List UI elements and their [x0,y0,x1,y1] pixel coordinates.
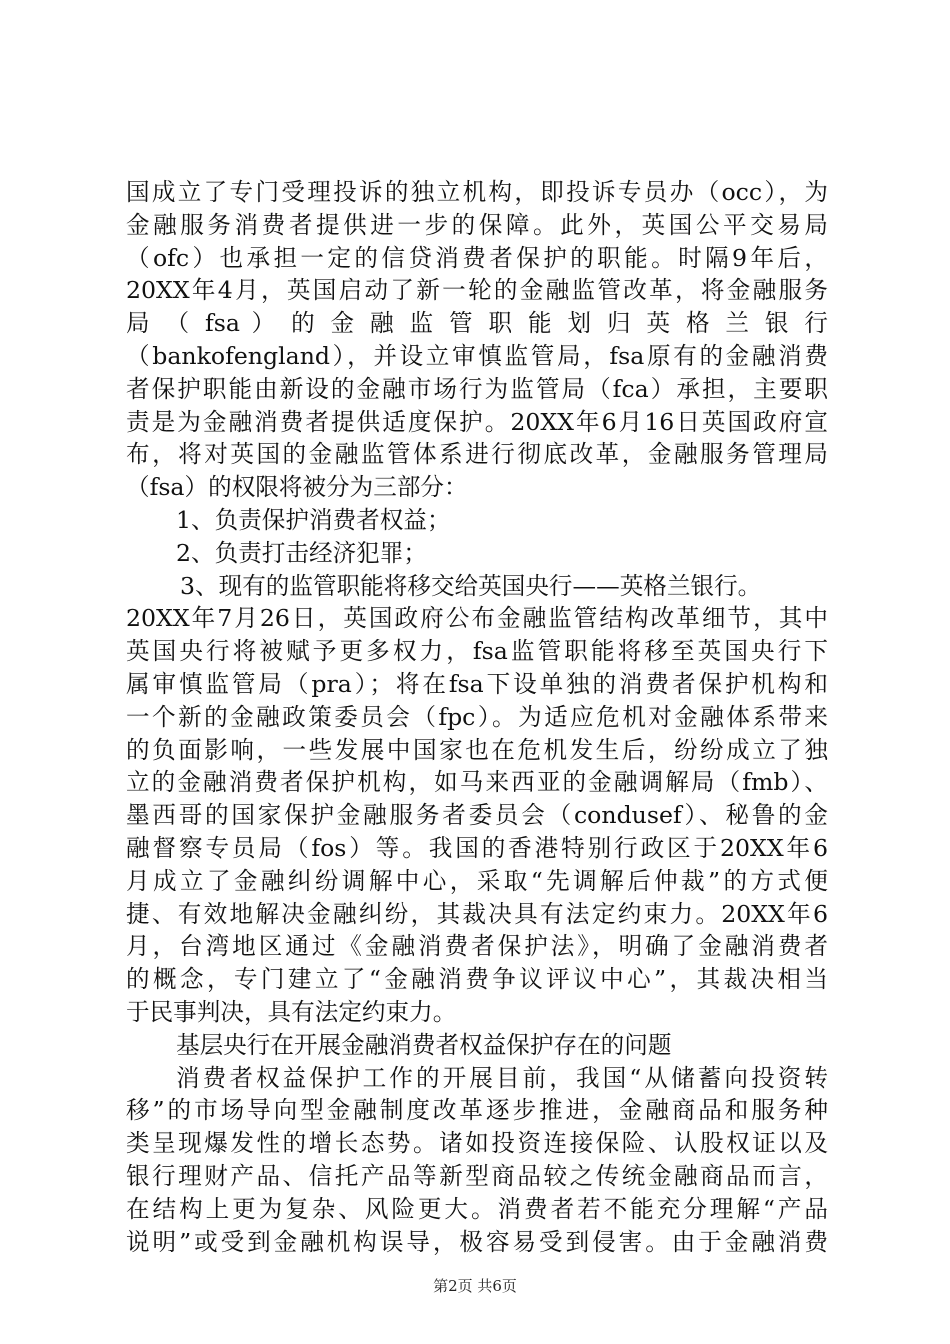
text-line: 月，台湾地区通过《金融消费者保护法》，明确了金融消费者 [126,932,828,961]
text-line: 一个新的金融政策委员会（fpc）。为适应危机对金融体系带来 [126,702,828,731]
text-line: 墨西哥的国家保护金融服务者委员会（condusef）、秘鲁的金 [126,801,828,830]
text-line: 者保护职能由新设的金融市场行为监管局（fca）承担，主要职 [126,374,828,403]
text-line: 类呈现爆发性的增长态势。诸如投资连接保险、认股权证以及 [126,1129,828,1158]
text-line: （fsa）的权限将被分为三部分： [126,473,468,502]
document-body [126,176,828,1258]
text-line: 金融服务消费者提供进一步的保障。此外，英国公平交易局 [126,210,828,239]
text-line: 责是为金融消费者提供适度保护。20XX年6月16日英国政府宣 [126,407,828,436]
section-heading: 基层央行在开展金融消费者权益保护存在的问题 [176,1030,672,1059]
paragraph-start: 消费者权益保护工作的开展目前，我国“从储蓄向投资转 [176,1063,828,1092]
text-line: 局 （ fsa ） 的 金 融 监 管 职 能 划 归 英 格 兰 银 行 [126,309,828,338]
text-line: 银行理财产品、信托产品等新型商品较之传统金融商品而言， [126,1161,828,1190]
text-line: 国成立了专门受理投诉的独立机构，即投诉专员办（occ），为 [126,178,828,206]
text-line: 立的金融消费者保护机构，如马来西亚的金融调解局（fmb）、 [126,768,828,797]
text-line: 月成立了金融纠纷调解中心，采取“先调解后仲裁”的方式便 [126,866,828,895]
list-item: 2、负责打击经济犯罪； [176,538,427,567]
text-line: 的概念，专门建立了“金融消费争议评议中心”，其裁决相当 [126,965,828,994]
text-line: 布，将对英国的金融监管体系进行彻底改革，金融服务管理局 [126,440,828,469]
text-line: （bankofengland），并设立审慎监管局，fsa原有的金融消费 [126,341,828,370]
text-line: 移”的市场导向型金融制度改革逐步推进，金融商品和服务种 [126,1096,828,1125]
text-line: 说明”或受到金融机构误导，极容易受到侵害。由于金融消费 [126,1227,828,1256]
page-number: 第2页 共6页 [433,1277,517,1295]
text-line: 捷、有效地解决金融纠纷，其裁决具有法定约束力。20XX年6 [126,899,828,928]
text-line: 20XX年7月26日，英国政府公布金融监管结构改革细节，其中 [126,604,828,633]
list-item: 1、负责保护消费者权益； [176,505,451,534]
text-line: 20XX年4月，英国启动了新一轮的金融监管改革，将金融服务 [126,276,828,305]
text-line: 于民事判决，具有法定约束力。 [126,997,457,1026]
page-footer [0,1276,950,1296]
text-line: 在结构上更为复杂、风险更大。消费者若不能充分理解“产品 [126,1194,828,1223]
list-item: 3、现有的监管职能将移交给英国央行——英格兰银行。 [180,571,762,600]
text-line: （ofc）也承担一定的信贷消费者保护的职能。时隔9年后， [126,243,828,272]
text-line: 英国央行将被赋予更多权力，fsa监管职能将移至英国央行下 [126,637,828,666]
text-line: 融督察专员局（fos）等。我国的香港特别行政区于20XX年6 [126,833,828,862]
text-line: 的负面影响，一些发展中国家也在危机发生后，纷纷成立了独 [126,735,828,764]
text-line: 属审慎监管局（pra）；将在fsa下设单独的消费者保护机构和 [126,669,828,698]
